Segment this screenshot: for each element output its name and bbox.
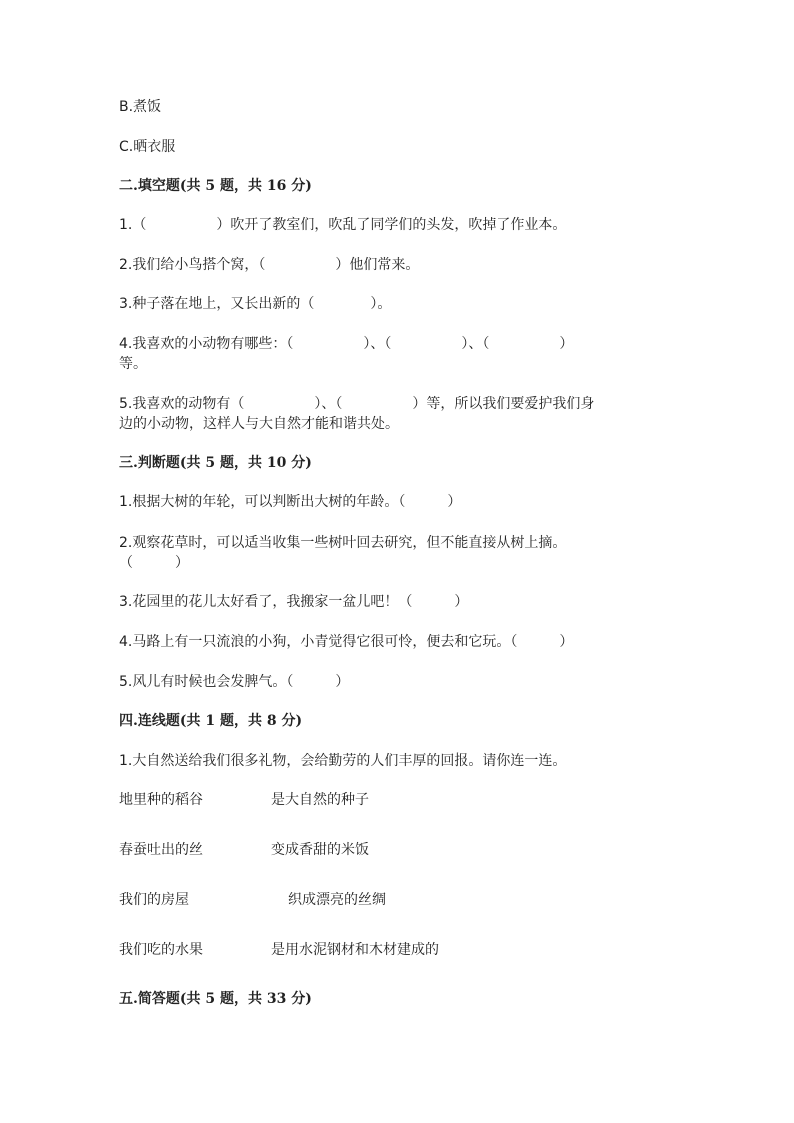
judge-question-1: 1.根据大树的年轮，可以判断出大树的年龄。（ ） bbox=[119, 494, 462, 510]
option-b: B.煮饭 bbox=[119, 99, 162, 115]
fill-question-5-cont: 边的小动物，这样人与大自然才能和谐共处。 bbox=[119, 416, 399, 432]
fill-question-4-cont: 等。 bbox=[119, 356, 147, 372]
section-4-title: 四.连线题(共 1 题，共 8 分) bbox=[119, 713, 303, 729]
match-right-item: 是用水泥钢材和木材建成的 bbox=[271, 942, 439, 958]
judge-question-4: 4.马路上有一只流浪的小狗，小青觉得它很可怜，便去和它玩。（ ） bbox=[119, 634, 574, 650]
fill-question-4: 4.我喜欢的小动物有哪些：（ ）、（ ）、（ ） bbox=[119, 336, 574, 352]
section-3-title: 三.判断题(共 5 题，共 10 分) bbox=[119, 455, 312, 471]
fill-question-5: 5.我喜欢的动物有（ ）、（ ）等，所以我们要爱护我们身 bbox=[119, 396, 595, 412]
match-left-item: 春蚕吐出的丝 bbox=[119, 842, 203, 858]
judge-question-2-cont: （ ） bbox=[119, 555, 189, 571]
section-5-title: 五.简答题(共 5 题，共 33 分) bbox=[119, 991, 312, 1007]
judge-question-3: 3.花园里的花儿太好看了，我搬家一盆儿吧！（ ） bbox=[119, 594, 469, 610]
match-right-item: 织成漂亮的丝绸 bbox=[288, 892, 386, 908]
match-left-item: 我们的房屋 bbox=[119, 892, 189, 908]
option-c: C.晒衣服 bbox=[119, 139, 176, 155]
fill-question-2: 2.我们给小鸟搭个窝，（ ）他们常来。 bbox=[119, 257, 420, 273]
fill-question-3: 3.种子落在地上，又长出新的（ ）。 bbox=[119, 296, 392, 312]
match-left-item: 地里种的稻谷 bbox=[119, 792, 203, 808]
section-2-title: 二.填空题(共 5 题，共 16 分) bbox=[119, 178, 312, 194]
match-right-item: 变成香甜的米饭 bbox=[271, 842, 369, 858]
judge-question-5: 5.风儿有时候也会发脾气。（ ） bbox=[119, 674, 350, 690]
match-left-item: 我们吃的水果 bbox=[119, 942, 203, 958]
match-question-1: 1.大自然送给我们很多礼物，会给勤劳的人们丰厚的回报。请你连一连。 bbox=[119, 753, 567, 769]
match-right-item: 是大自然的种子 bbox=[271, 792, 369, 808]
judge-question-2: 2.观察花草时，可以适当收集一些树叶回去研究，但不能直接从树上摘。 bbox=[119, 535, 567, 551]
fill-question-1: 1.（ ）吹开了教室们，吹乱了同学们的头发，吹掉了作业本。 bbox=[119, 217, 567, 233]
